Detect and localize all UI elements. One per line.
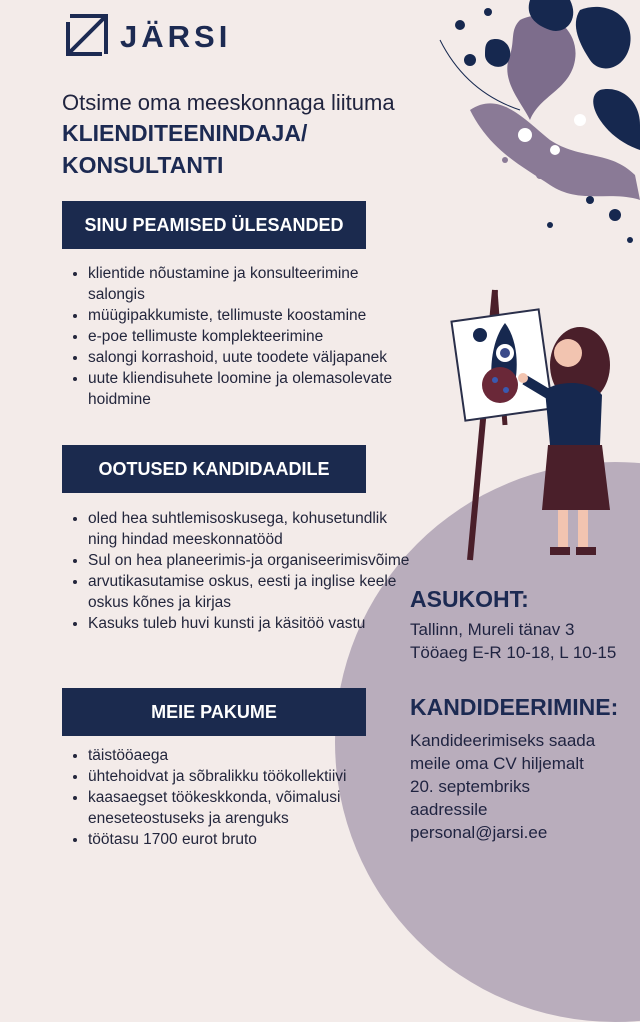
opening-hours: Tööaeg E-R 10-18, L 10-15: [410, 643, 617, 662]
intro-text: Otsime oma meeskonnaga liituma: [62, 90, 395, 115]
paint-splash-illustration: [430, 0, 640, 260]
list-item: • e-poe tellimuste komplekteerimine: [88, 326, 418, 347]
list-item: • Sul on hea planeerimis-ja organiseerimisvõime: [88, 550, 418, 571]
painter-illustration: [450, 285, 625, 570]
list-item: • kaasaegset töökeskkonda, võimalusi eneseteostuseks ja arenguks: [88, 787, 418, 829]
list-item: • klientide nõustamine ja konsulteerimine salongis: [88, 263, 418, 305]
expectations-heading: OOTUSED KANDIDAADILE: [62, 445, 366, 493]
list-item: • salongi korrashoid, uute toodete väljapanek: [88, 347, 418, 368]
application-text-line3: 20. septembriks: [410, 777, 530, 796]
application-heading: KANDIDEERIMINE:: [410, 694, 619, 720]
list-item: • arvutikasutamise oskus, eesti ja inglise keele oskus kõnes ja kirjas: [88, 571, 418, 613]
list-item: • ühtehoidvat ja sõbralikku töökollektiivi: [88, 766, 418, 787]
job-title: [62, 117, 307, 181]
list-item: • töötasu 1700 eurot bruto: [88, 829, 418, 850]
logo-mark-icon: [66, 14, 108, 56]
offer-list: [62, 745, 418, 850]
list-item: • oled hea suhtlemisoskusega, kohusetundlik ning hindad meeskonnatööd: [88, 508, 418, 550]
job-title-line2: KONSULTANTI: [62, 152, 224, 178]
list-item: • täistööaega: [88, 745, 418, 766]
application-text-line4: aadressile: [410, 800, 488, 819]
list-item: • Kasuks tuleb huvi kunsti ja käsitöö vastu: [88, 613, 418, 634]
brand-name: JÄRSI: [120, 19, 232, 54]
job-title-line1: KLIENDITEENINDAJA/: [62, 120, 308, 146]
contact-email: personal@jarsi.ee: [410, 823, 548, 842]
duties-list: [62, 263, 418, 410]
application-text-line1: Kandideerimiseks saada: [410, 731, 596, 750]
list-item: • uute kliendisuhete loomine ja olemasolevate hoidmine: [88, 368, 418, 410]
duties-heading: SINU PEAMISED ÜLESANDED: [62, 201, 366, 249]
list-item: • müügipakkumiste, tellimuste koostamine: [88, 305, 418, 326]
offer-heading: MEIE PAKUME: [62, 688, 366, 736]
application-text-line2: meile oma CV hiljemalt: [410, 754, 584, 773]
location-address: Tallinn, Mureli tänav 3: [410, 620, 575, 639]
location-heading: ASUKOHT:: [410, 586, 529, 612]
expectations-list: [62, 508, 418, 634]
